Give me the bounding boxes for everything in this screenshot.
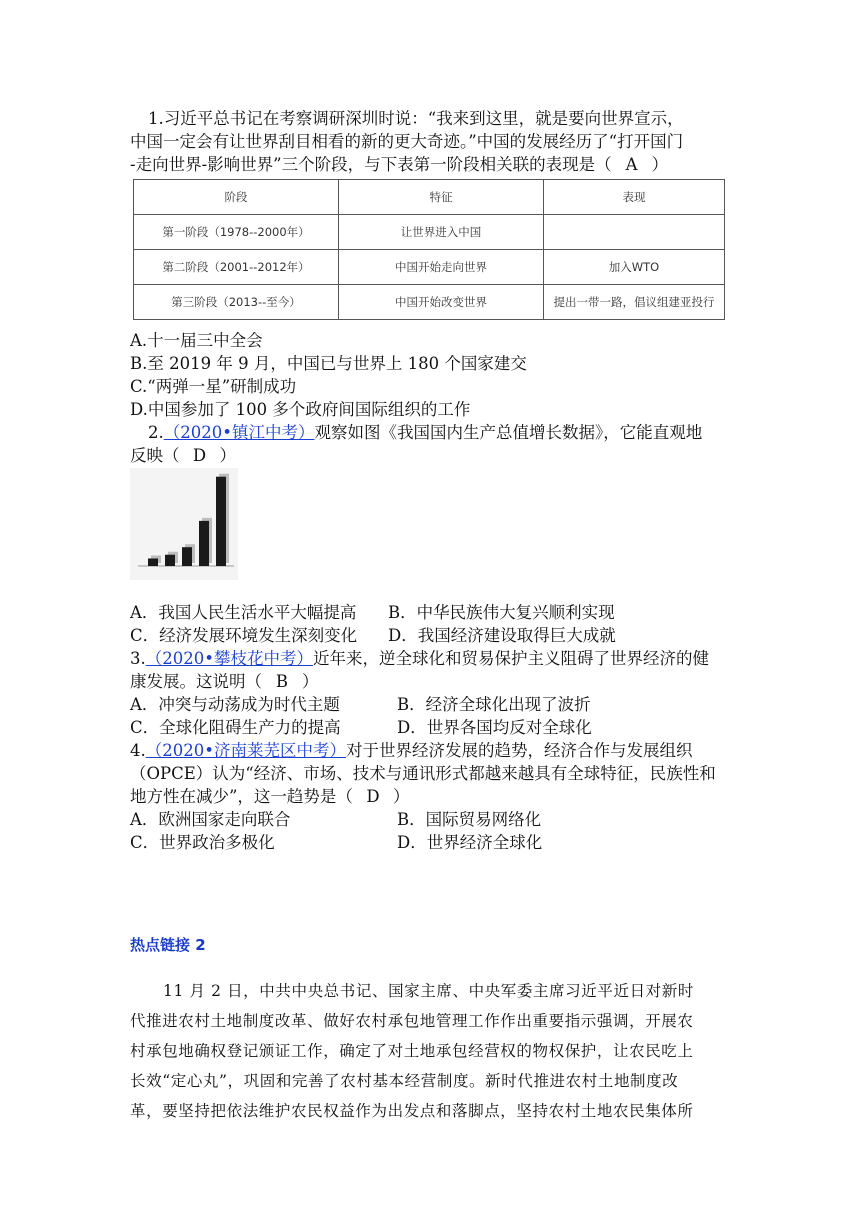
table-header-cell: 阶段 <box>134 180 339 215</box>
chart-bar <box>216 477 226 566</box>
q4-option-d: D．世界经济全球化 <box>397 833 543 852</box>
q3-options-row-2 <box>130 717 592 739</box>
q1-line-3: -走向世界-影响世界”三个阶段，与下表第一阶段相关联的表现是（ A ） <box>130 155 669 174</box>
hot-para-line-4: 长效“定心丸”，巩固和完善了农村基本经营制度。新时代推进农村土地制度改 <box>130 1072 679 1090</box>
q2-line-2: 反映（ D ） <box>130 446 236 465</box>
q4-source-link[interactable]: （2020•济南莱芜区中考） <box>145 741 346 760</box>
q2-option-a: A．我国人民生活水平大幅提高 <box>130 603 357 622</box>
q2-option-b: B．中华民族伟大复兴顺利实现 <box>388 603 615 622</box>
q1-answer: A <box>625 155 638 174</box>
chart-bar <box>199 521 209 566</box>
q3-option-a: A．冲突与动荡成为时代主题 <box>130 695 340 714</box>
q2-option-c: C．经济发展环境发生深刻变化 <box>130 626 358 645</box>
q4-option-b: B．国际贸易网络化 <box>397 810 542 829</box>
table-cell: 提出一带一路，倡议组建亚投行 <box>544 285 725 320</box>
table-row <box>134 250 725 285</box>
q3-source-link[interactable]: （2020•攀枝花中考） <box>145 649 313 668</box>
q4-line-2: （OPCE）认为“经济、市场、技术与通讯形式都越来越具有全球特征，民族性和 <box>130 764 716 783</box>
q3-option-b: B．经济全球化出现了波折 <box>397 695 591 714</box>
section-title: 热点链接 2 <box>130 936 206 954</box>
table-cell: 第一阶段（1978--2000年） <box>134 215 339 250</box>
table-cell: 中国开始改变世界 <box>339 285 544 320</box>
q2-options-row-1 <box>130 602 615 624</box>
q3-line-2: 康发展。这说明（ B ） <box>130 672 319 691</box>
q4-line-1: 4.（2020•济南莱芜区中考）对于世界经济发展的趋势，经济合作与发展组织 <box>130 741 693 760</box>
q4-answer: D <box>366 787 380 806</box>
table-cell: 中国开始走向世界 <box>339 250 544 285</box>
table-row <box>134 215 725 250</box>
q3-answer: B <box>275 672 289 691</box>
q3-options-row-1 <box>130 694 591 716</box>
q3-option-d: D．世界各国均反对全球化 <box>397 718 592 737</box>
q3-line-1: 3.（2020•攀枝花中考）近年来，逆全球化和贸易保护主义阻碍了世界经济的健 <box>130 649 709 668</box>
hot-para-line-5: 革，要坚持把依法维护农民权益作为出发点和落脚点，坚持农村土地农民集体所 <box>130 1102 694 1120</box>
q2-answer: D <box>192 446 207 465</box>
table-cell <box>544 215 725 250</box>
q3-option-c: C．全球化阻碍生产力的提高 <box>130 718 341 737</box>
chart-bar <box>182 547 192 566</box>
table-row <box>134 285 725 320</box>
q2-option-d: D．我国经济建设取得巨大成就 <box>388 626 616 645</box>
q2-source-link[interactable]: （2020•镇江中考） <box>163 423 315 442</box>
q4-options-row-1 <box>130 809 541 831</box>
q1-option-a: A.十一届三中全会 <box>130 331 263 350</box>
chart-bar <box>165 555 175 566</box>
hot-para-line-3: 村承包地确权登记颁证工作，确定了对土地承包经营权的物权保护，让农民吃上 <box>130 1042 694 1060</box>
q4-option-a: A．欧洲国家走向联合 <box>130 810 291 829</box>
table-header-cell: 表现 <box>544 180 725 215</box>
hot-para-line-1: 11 月 2 日，中共中央总书记、国家主席、中央军委主席习近平近日对新时 <box>163 982 694 1000</box>
q1-option-d: D.中国参加了 100 多个政府间国际组织的工作 <box>130 400 471 419</box>
q1-option-c: C.“两弹一星”研制成功 <box>130 377 297 396</box>
q1-line-1: 1.习近平总书记在考察调研深圳时说：“我来到这里，就是要向世界宣示， <box>148 109 684 128</box>
q2-line-1: 2.（2020•镇江中考）观察如图《我国国内生产总值增长数据》，它能直观地 <box>148 423 703 442</box>
q2-options-row-2 <box>130 625 616 647</box>
gdp-growth-chart <box>130 468 238 580</box>
chart-bar <box>148 558 158 566</box>
table-cell: 加入WTO <box>544 250 725 285</box>
q1-option-b: B.至 2019 年 9 月，中国已与世界上 180 个国家建交 <box>130 354 527 373</box>
q4-line-3: 地方性在减少”，这一趋势是（ D ） <box>130 787 410 806</box>
table-cell: 第三阶段（2013--至今） <box>134 285 339 320</box>
q4-option-c: C．世界政治多极化 <box>130 833 275 852</box>
table-cell: 让世界进入中国 <box>339 215 544 250</box>
stage-table <box>133 179 725 320</box>
q4-options-row-2 <box>130 832 542 854</box>
table-cell: 第二阶段（2001--2012年） <box>134 250 339 285</box>
table-header-cell: 特征 <box>339 180 544 215</box>
hot-para-line-2: 代推进农村土地制度改革、做好农村承包地管理工作作出重要指示强调，开展农 <box>130 1012 694 1030</box>
q1-line-2: 中国一定会有让世界刮目相看的新的更大奇迹。”中国的发展经历了“打开国门 <box>130 132 684 151</box>
table-header-row <box>134 180 725 215</box>
